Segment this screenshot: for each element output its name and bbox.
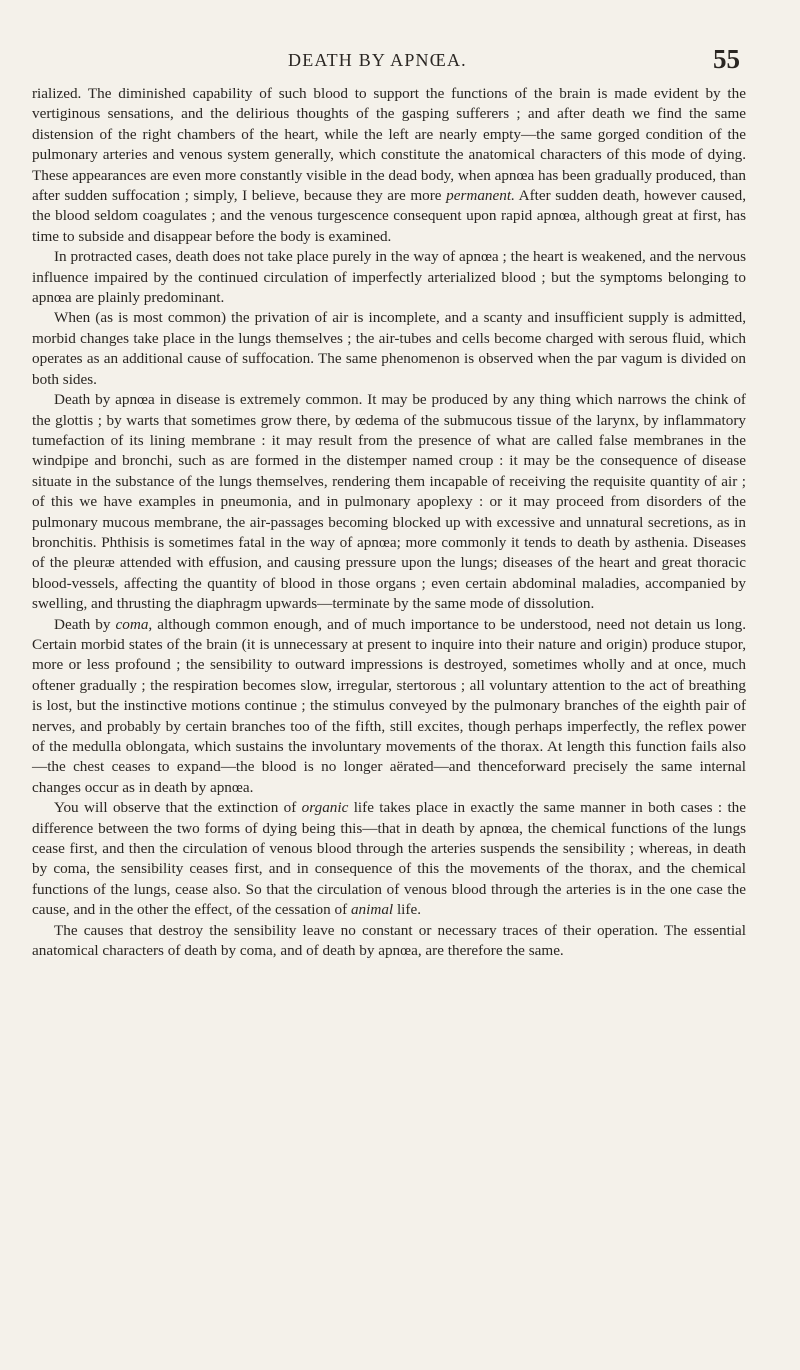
italic-text: animal (350, 901, 394, 919)
paragraph-text: life takes place in exactly the same manner in both cases : the difference between the two forms of dying being this—that in death by apnœa, the chemical functions of the lungs cease first, and then the circulation of venous blood through the arteries suspends the sensibility ; whereas, in death by coma, the sensibility ceases first, and in consequence of this the movements of the thorax, and the chemical functions of the lungs, cease also. So that the circulation of venous blood through the arteries is in the one case the cause, and in the other the effect, of the cessation of (32, 799, 746, 919)
paragraph (32, 84, 746, 247)
paragraph (32, 390, 746, 614)
running-title: DEATH BY APNŒA. (288, 50, 467, 70)
paragraph-text: Death by (54, 615, 116, 633)
italic-text: permanent. (446, 187, 515, 205)
italic-text: organic (301, 799, 349, 817)
paragraph-text: life. (393, 901, 421, 919)
running-head (0, 44, 800, 84)
paragraph (32, 921, 746, 962)
page-number: 55 (713, 44, 740, 74)
paragraph-text: You will observe that the extinction of (54, 799, 302, 817)
paragraph-text: Death by apnœa in disease is extremely common. It may be produced by any thing which narrows the chink of the glottis ; by warts that sometimes grow there, by œdema of the submucous tissue of the larynx, by inflammatory tumefaction of its lining membrane : it may result from the presence of what are called false membranes in the windpipe and bronchi, such as are formed in the distemper named croup : it may be the consequence of disease situate in the substance of the lungs themselves, rendering them incapable of receiving the requisite quantity of air ; of this we have examples in pneumonia, and in pulmonary apoplexy : or it may proceed from disorders of the pulmonary mucous membrane, the air-passages becoming blocked up with excessive and unnatural secretions, as in bronchitis. Phthisis is sometimes fatal in the way of apnœa; more commonly it tends to death by asthenia. Diseases of the pleuræ attended with effusion, and causing pressure upon the lungs; diseases of the heart and great thoracic blood-vessels, affecting the quantity of blood in those organs ; even certain abdominal maladies, accompanied by swelling, and thrusting the diaphragm upwards—terminate by the same mode of dissolution. (32, 391, 746, 613)
paragraph-text: although common enough, and of much importance to be understood, need not detain us long. Certain morbid states of the brain (it is unnecessary at present to inquire into their nature and origin) produce stupor, more or less profound ; the sensibility to outward impressions is destroyed, sometimes wholly and at once, much oftener gradually ; the respiration becomes slow, irregular, stertorous ; all voluntary attention to the act of breathing is lost, but the instinctive motions continue ; the stimulus conveyed by the pulmonary branches of the eighth pair of nerves, and probably by certain branches too of the fifth, still excites, though perhaps imperfectly, the reflex power of the medulla oblongata, which sustains the involuntary movements of the thorax. At length this function fails also—the chest ceases to expand—the blood is no longer aërated—and thenceforward precisely the same internal changes occur as in death by apnœa. (32, 615, 746, 796)
paragraph-text: When (as is most common) the privation of air is incomplete, and a scanty and insufficient supply is admitted, morbid changes take place in the lungs themselves ; the air-tubes and cells become charged with serous fluid, which operates as an additional cause of suffocation. The same phenomenon is observed when the par vagum is divided on both sides. (32, 309, 746, 388)
body-text (32, 84, 746, 961)
paragraph (32, 798, 746, 920)
paragraph (32, 615, 746, 799)
paragraph (32, 308, 746, 390)
paragraph-text: rialized. The diminished capability of such blood to support the functions of the brain is made evident by the vertiginous sensations, and the delirious thoughts of the gasping sufferers ; and after death we find the same distension of the right chambers of the heart, while the left are nearly empty—the same gorged condition of the pulmonary arteries and venous system generally, which constitute the anatomical characters of this mode of dying. These appearances are even more constantly visible in the dead body, when apnœa has been gradually produced, than after sudden suffocation ; simply, I believe, because they are more (32, 85, 746, 205)
paragraph-text: After sudden death, however caused, the blood seldom coagulates ; and the venous turgescence consequent upon rapid apnœa, although great at first, has time to subside and disappear before the body is examined. (32, 187, 747, 245)
paragraph-text: The causes that destroy the sensibility leave no constant or necessary traces of their operation. The essential anatomical characters of death by coma, and of death by apnœa, are therefore the same. (32, 921, 746, 960)
paragraph-text: In protracted cases, death does not take place purely in the way of apnœa ; the heart is weakened, and the nervous influence impaired by the continued circulation of imperfectly arterialized blood ; but the symptoms belonging to apnœa are plainly predominant. (32, 248, 746, 307)
italic-text: coma, (115, 615, 153, 633)
paragraph (32, 247, 746, 308)
